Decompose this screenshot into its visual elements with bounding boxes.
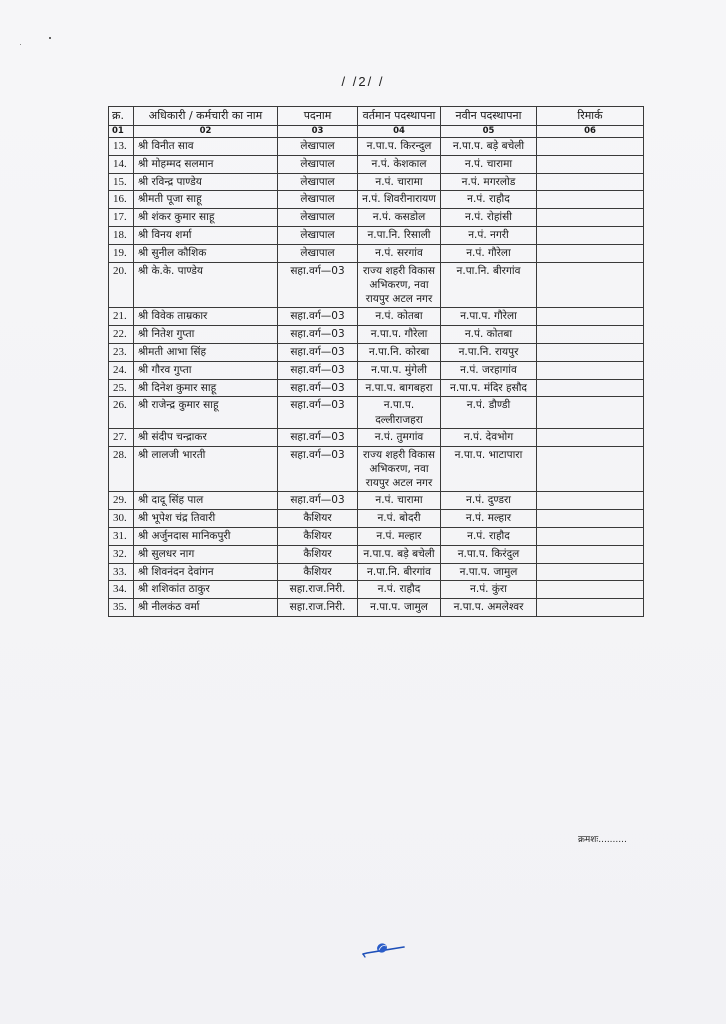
row-new-posting: न.पा.प. अमलेश्वर <box>441 599 537 617</box>
column-number: 04 <box>358 125 441 137</box>
row-serial: 20. <box>109 262 134 308</box>
row-serial: 28. <box>109 446 134 492</box>
row-new-posting: न.पं. जरहागांव <box>441 361 537 379</box>
row-serial: 13. <box>109 137 134 155</box>
page-number: / /2/ / <box>341 74 385 89</box>
row-serial: 21. <box>109 308 134 326</box>
column-number: 05 <box>441 125 537 137</box>
row-employee-name: श्री मोहम्मद सलमान <box>134 155 278 173</box>
row-current-posting: न.पं. राहौद <box>358 581 441 599</box>
table-row <box>109 527 644 545</box>
row-designation: लेखापाल <box>278 155 358 173</box>
row-remark <box>537 244 644 262</box>
row-designation: लेखापाल <box>278 244 358 262</box>
row-employee-name: श्री भूपेश चंद्र तिवारी <box>134 510 278 528</box>
row-remark <box>537 563 644 581</box>
row-remark <box>537 599 644 617</box>
row-remark <box>537 137 644 155</box>
row-employee-name: श्री संदीप चन्द्राकर <box>134 428 278 446</box>
row-designation: सहा.वर्ग—03 <box>278 397 358 428</box>
row-new-posting: न.पा.नि. बीरगांव <box>441 262 537 308</box>
row-employee-name: श्री नितेश गुप्ता <box>134 326 278 344</box>
row-designation: कैशियर <box>278 545 358 563</box>
row-remark <box>537 361 644 379</box>
row-employee-name: श्री दिनेश कुमार साहू <box>134 379 278 397</box>
row-remark <box>537 155 644 173</box>
row-current-posting: न.पं. चारामा <box>358 492 441 510</box>
row-designation: सहा.वर्ग—03 <box>278 361 358 379</box>
row-serial: 32. <box>109 545 134 563</box>
row-new-posting: न.पा.प. बड़े बचेली <box>441 137 537 155</box>
row-new-posting: न.पं. कोतबा <box>441 326 537 344</box>
row-employee-name: श्री रविन्द्र पाण्डेय <box>134 173 278 191</box>
row-new-posting: न.पं. देवभोग <box>441 428 537 446</box>
row-remark <box>537 173 644 191</box>
table-row <box>109 563 644 581</box>
row-new-posting: न.पा.नि. रायपुर <box>441 343 537 361</box>
column-number: 03 <box>278 125 358 137</box>
row-remark <box>537 227 644 245</box>
row-new-posting: न.पं. चारामा <box>441 155 537 173</box>
table-row <box>109 361 644 379</box>
row-current-posting: न.पा.प. किरन्दुल <box>358 137 441 155</box>
table-row <box>109 209 644 227</box>
row-remark <box>537 379 644 397</box>
row-employee-name: श्री सुनील कौशिक <box>134 244 278 262</box>
table-row <box>109 545 644 563</box>
row-remark <box>537 510 644 528</box>
row-employee-name: श्री विवेक ताम्रकार <box>134 308 278 326</box>
row-serial: 15. <box>109 173 134 191</box>
row-current-posting: न.पं. बोदरी <box>358 510 441 528</box>
row-remark <box>537 191 644 209</box>
header-name: अधिकारी / कर्मचारी का नाम <box>134 107 278 126</box>
row-serial: 33. <box>109 563 134 581</box>
column-number: 01 <box>109 125 134 137</box>
row-current-posting: न.पं. चारामा <box>358 173 441 191</box>
row-remark <box>537 397 644 428</box>
row-employee-name: श्री लालजी भारती <box>134 446 278 492</box>
row-new-posting: न.पं. मल्हार <box>441 510 537 528</box>
scan-speck <box>20 44 21 45</box>
row-new-posting: न.पं. राहौद <box>441 527 537 545</box>
row-designation: कैशियर <box>278 527 358 545</box>
row-employee-name: श्री गौरव गुप्ता <box>134 361 278 379</box>
table-row <box>109 343 644 361</box>
row-current-posting: न.पा.प. बड़े बचेली <box>358 545 441 563</box>
row-new-posting: न.पा.प. मंदिर हसौद <box>441 379 537 397</box>
row-designation: सहा.वर्ग—03 <box>278 446 358 492</box>
row-remark <box>537 343 644 361</box>
row-employee-name: श्री शंकर कुमार साहू <box>134 209 278 227</box>
row-current-posting: न.पा.नि. बीरगांव <box>358 563 441 581</box>
row-employee-name: श्रीमती आभा सिंह <box>134 343 278 361</box>
row-employee-name: श्री शिवनंदन देवांगन <box>134 563 278 581</box>
row-employee-name: श्रीमती पूजा साहू <box>134 191 278 209</box>
row-new-posting: न.पं. रोहांसी <box>441 209 537 227</box>
row-serial: 19. <box>109 244 134 262</box>
row-new-posting: न.पं. कुंरा <box>441 581 537 599</box>
row-serial: 30. <box>109 510 134 528</box>
row-serial: 34. <box>109 581 134 599</box>
row-employee-name: श्री विनय शर्मा <box>134 227 278 245</box>
row-serial: 25. <box>109 379 134 397</box>
signature <box>360 938 408 964</box>
row-serial: 23. <box>109 343 134 361</box>
row-employee-name: श्री नीलकंठ वर्मा <box>134 599 278 617</box>
row-current-posting: न.पा.नि. कोरबा <box>358 343 441 361</box>
row-current-posting: न.पा.प. मुंगेली <box>358 361 441 379</box>
row-remark <box>537 545 644 563</box>
row-new-posting: न.पं. राहौद <box>441 191 537 209</box>
row-current-posting: न.पं. कसडोल <box>358 209 441 227</box>
row-current-posting: न.पं. मल्हार <box>358 527 441 545</box>
row-current-posting: राज्य शहरी विकास अभिकरण, नवा रायपुर अटल नगर <box>358 446 441 492</box>
row-new-posting: न.पा.प. गौरेला <box>441 308 537 326</box>
table-row <box>109 510 644 528</box>
column-number: 02 <box>134 125 278 137</box>
row-current-posting: न.पा.नि. रिसाली <box>358 227 441 245</box>
row-current-posting: न.पा.प. बागबहरा <box>358 379 441 397</box>
table-row <box>109 244 644 262</box>
row-designation: सहा.वर्ग—03 <box>278 308 358 326</box>
table-row <box>109 326 644 344</box>
transfer-table <box>108 106 644 617</box>
table-row <box>109 428 644 446</box>
table-row <box>109 227 644 245</box>
row-designation: कैशियर <box>278 510 358 528</box>
row-serial: 14. <box>109 155 134 173</box>
header-current-posting: वर्तमान पदस्थापना <box>358 107 441 126</box>
table-row <box>109 397 644 428</box>
row-serial: 26. <box>109 397 134 428</box>
row-current-posting: न.पं. सरगांव <box>358 244 441 262</box>
row-serial: 27. <box>109 428 134 446</box>
row-designation: सहा.वर्ग—03 <box>278 492 358 510</box>
row-employee-name: श्री शशिकांत ठाकुर <box>134 581 278 599</box>
row-remark <box>537 308 644 326</box>
row-current-posting: न.पा.प. दल्लीराजहरा <box>358 397 441 428</box>
row-remark <box>537 428 644 446</box>
header-designation: पदनाम <box>278 107 358 126</box>
row-employee-name: श्री सुलधर नाग <box>134 545 278 563</box>
row-remark <box>537 209 644 227</box>
table-row <box>109 492 644 510</box>
row-employee-name: श्री राजेन्द्र कुमार साहू <box>134 397 278 428</box>
row-new-posting: न.पं. दुण्डरा <box>441 492 537 510</box>
row-current-posting: न.पा.प. गौरेला <box>358 326 441 344</box>
row-designation: लेखापाल <box>278 137 358 155</box>
signature-icon <box>360 938 408 960</box>
row-new-posting: न.पा.प. भाटापारा <box>441 446 537 492</box>
row-new-posting: न.पं. गौरेला <box>441 244 537 262</box>
row-designation: सहा.वर्ग—03 <box>278 428 358 446</box>
table-row <box>109 137 644 155</box>
row-current-posting: न.पं. शिवरीनारायण <box>358 191 441 209</box>
row-designation: लेखापाल <box>278 173 358 191</box>
row-designation: सहा.राज.निरी. <box>278 581 358 599</box>
row-designation: लेखापाल <box>278 227 358 245</box>
row-serial: 35. <box>109 599 134 617</box>
row-remark <box>537 446 644 492</box>
row-serial: 16. <box>109 191 134 209</box>
row-serial: 29. <box>109 492 134 510</box>
table-row <box>109 191 644 209</box>
row-designation: सहा.वर्ग—03 <box>278 262 358 308</box>
row-employee-name: श्री के.के. पाण्डेय <box>134 262 278 308</box>
row-current-posting: न.पं. कोतबा <box>358 308 441 326</box>
row-remark <box>537 581 644 599</box>
header-remark: रिमार्क <box>537 107 644 126</box>
row-serial: 31. <box>109 527 134 545</box>
row-current-posting: न.पं. केशकाल <box>358 155 441 173</box>
row-serial: 18. <box>109 227 134 245</box>
column-number-row <box>109 125 644 137</box>
table-row <box>109 262 644 308</box>
row-designation: लेखापाल <box>278 191 358 209</box>
row-new-posting: न.पं. नगरी <box>441 227 537 245</box>
column-number: 06 <box>537 125 644 137</box>
row-current-posting: न.पं. तुमगांव <box>358 428 441 446</box>
row-new-posting: न.पा.प. किरंदुल <box>441 545 537 563</box>
row-new-posting: न.पं. डौण्डी <box>441 397 537 428</box>
row-current-posting: न.पा.प. जामुल <box>358 599 441 617</box>
row-remark <box>537 326 644 344</box>
row-serial: 22. <box>109 326 134 344</box>
row-employee-name: श्री दादू सिंह पाल <box>134 492 278 510</box>
row-designation: सहा.वर्ग—03 <box>278 343 358 361</box>
row-designation: लेखापाल <box>278 209 358 227</box>
table-row <box>109 173 644 191</box>
row-designation: कैशियर <box>278 563 358 581</box>
table-row <box>109 446 644 492</box>
table-header-row <box>109 107 644 126</box>
table-row <box>109 599 644 617</box>
table-row <box>109 308 644 326</box>
table-body <box>109 137 644 616</box>
row-employee-name: श्री अर्जुनदास मानिकपुरी <box>134 527 278 545</box>
table-row <box>109 379 644 397</box>
row-designation: सहा.वर्ग—03 <box>278 379 358 397</box>
row-employee-name: श्री विनीत साव <box>134 137 278 155</box>
row-serial: 24. <box>109 361 134 379</box>
table-row <box>109 155 644 173</box>
row-current-posting: राज्य शहरी विकास अभिकरण, नवा रायपुर अटल नगर <box>358 262 441 308</box>
row-remark <box>537 492 644 510</box>
continued-label: क्रमशः.......... <box>578 835 627 845</box>
scan-speck <box>49 37 51 39</box>
table-row <box>109 581 644 599</box>
row-remark <box>537 527 644 545</box>
row-designation: सहा.वर्ग—03 <box>278 326 358 344</box>
row-new-posting: न.पा.प. जामुल <box>441 563 537 581</box>
row-remark <box>537 262 644 308</box>
header-serial: क्र. <box>109 107 134 126</box>
row-designation: सहा.राज.निरी. <box>278 599 358 617</box>
row-new-posting: न.पं. मगरलोड <box>441 173 537 191</box>
header-new-posting: नवीन पदस्थापना <box>441 107 537 126</box>
row-serial: 17. <box>109 209 134 227</box>
